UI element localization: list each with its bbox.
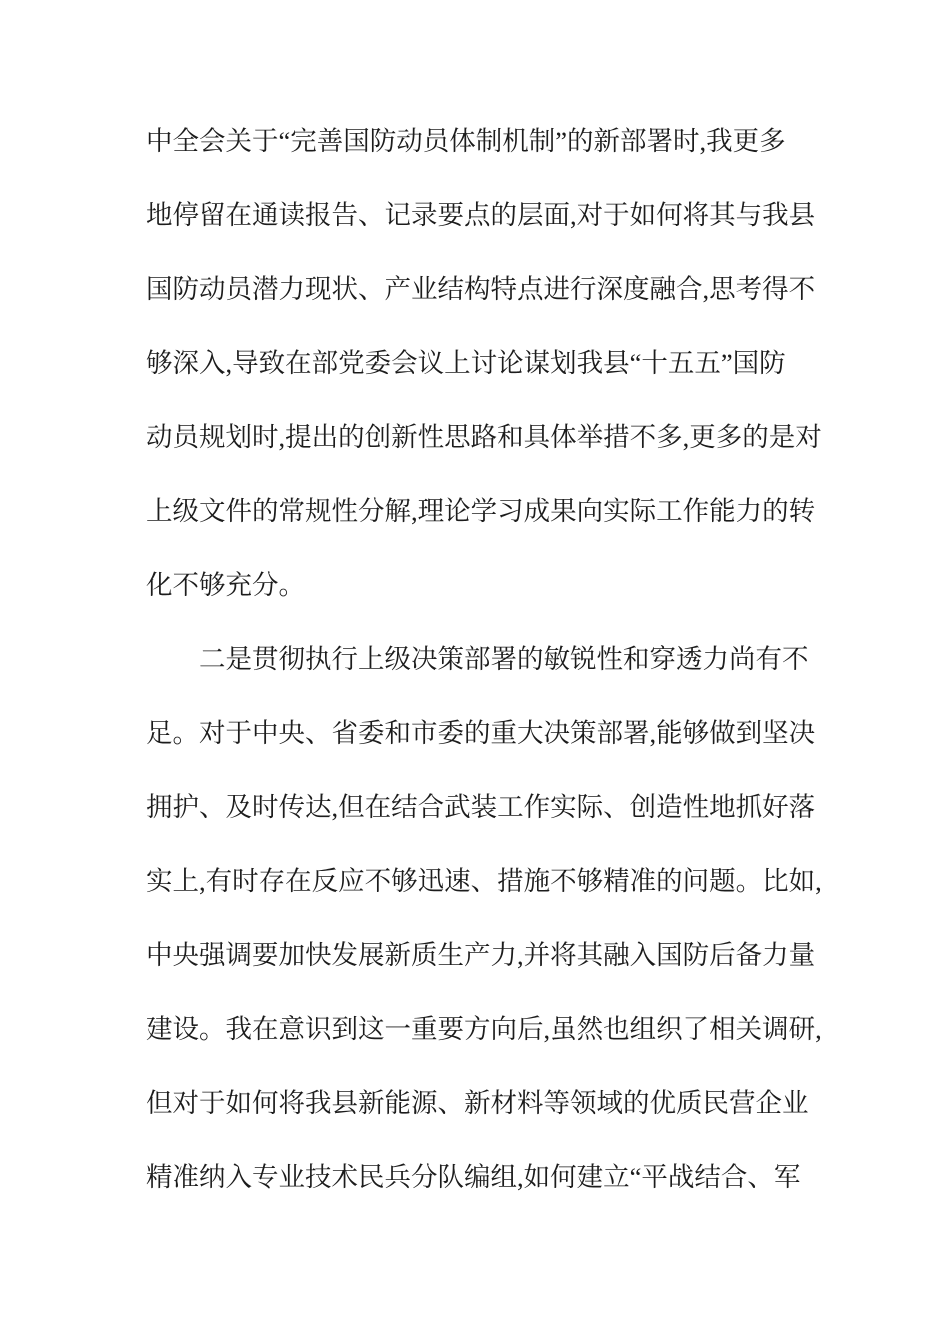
text-line: 二是贯彻执行上级决策部署的敏锐性和穿透力尚有不 (199, 644, 809, 674)
text-line: 但对于如何将我县新能源、新材料等领域的优质民营企业 (146, 1088, 809, 1118)
text-line: 实上,有时存在反应不够迅速、措施不够精准的问题。比如, (146, 866, 822, 896)
text-line: 精准纳入专业技术民兵分队编组,如何建立“平战结合、军 (146, 1162, 801, 1192)
text-line: 中全会关于“完善国防动员体制机制”的新部署时,我更多 (146, 126, 786, 156)
document-body (146, 104, 822, 1214)
text-line: 拥护、及时传达,但在结合武装工作实际、创造性地抓好落 (146, 792, 816, 822)
text-line: 够深入,导致在部党委会议上讨论谋划我县“十五五”国防 (146, 348, 786, 378)
text-line: 建设。我在意识到这一重要方向后,虽然也组织了相关调研, (146, 1014, 822, 1044)
text-line: 国防动员潜力现状、产业结构特点进行深度融合,思考得不 (146, 274, 816, 304)
text-line: 中央强调要加快发展新质生产力,并将其融入国防后备力量 (146, 940, 816, 970)
text-line: 足。对于中央、省委和市委的重大决策部署,能够做到坚决 (146, 718, 816, 748)
text-line: 地停留在通读报告、记录要点的层面,对于如何将其与我县 (146, 200, 816, 230)
text-line: 上级文件的常规性分解,理论学习成果向实际工作能力的转 (146, 496, 816, 526)
text-line: 动员规划时,提出的创新性思路和具体举措不多,更多的是对 (146, 422, 822, 452)
text-line: 化不够充分。 (146, 570, 305, 600)
